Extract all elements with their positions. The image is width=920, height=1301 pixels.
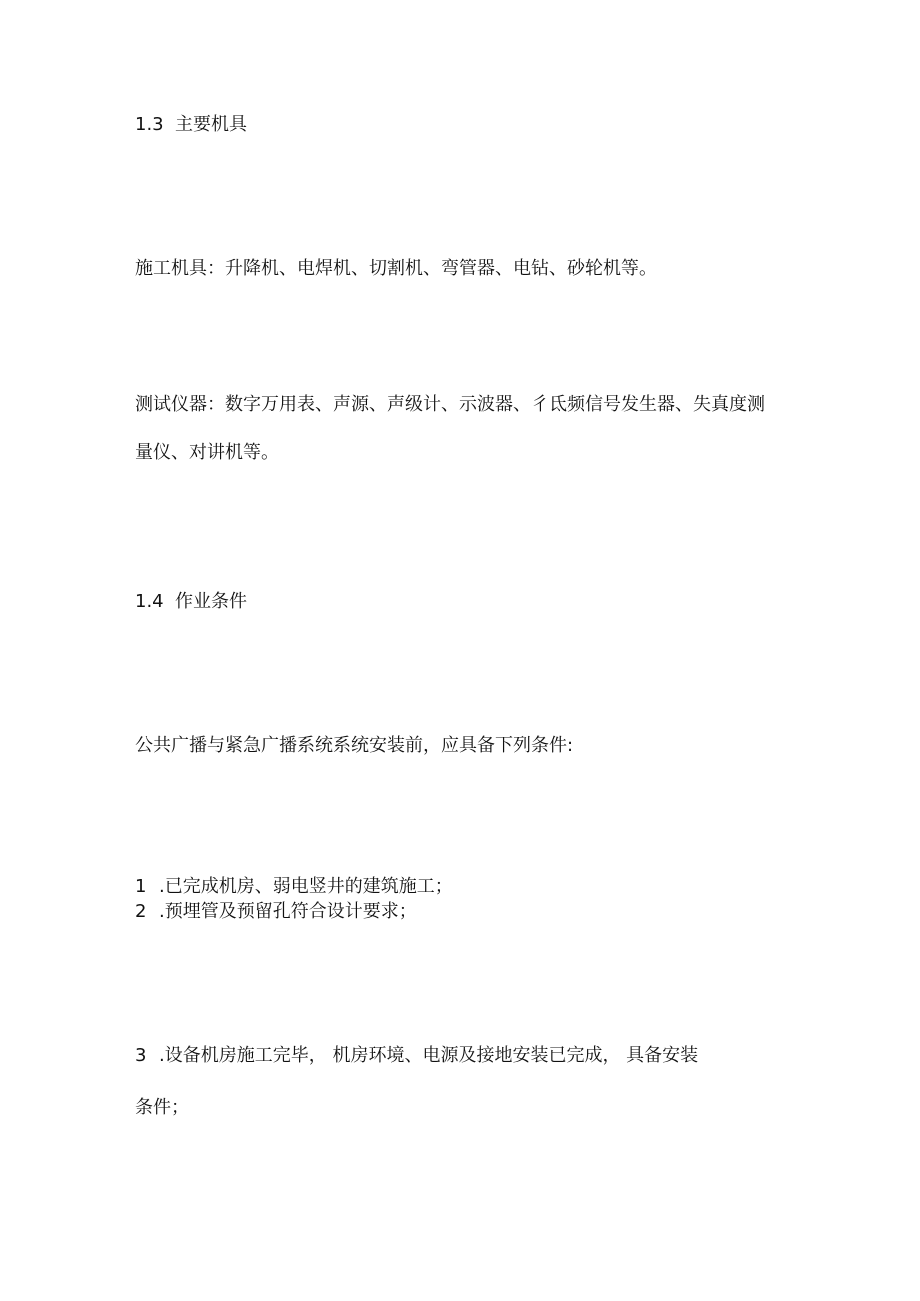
tools-paragraph: 施工机具：升降机、电焊机、切割机、弯管器、电钻、砂轮机等。 [135, 258, 657, 279]
condition-item-3-continued: 条件； [135, 1097, 189, 1118]
section-number: 1.4 [135, 591, 164, 612]
list-item-text: .已完成机房、弱电竖井的建筑施工； [159, 876, 453, 897]
list-item-number: 3 [135, 1045, 147, 1066]
section-number: 1.3 [135, 114, 164, 135]
section-heading-1-3 [135, 114, 247, 136]
list-item-number: 2 [135, 901, 147, 922]
section-heading-1-4 [135, 591, 247, 613]
section-title: 作业条件 [175, 591, 247, 612]
section-title: 主要机具 [175, 114, 247, 135]
condition-item-2 [135, 901, 417, 923]
condition-item-1 [135, 876, 453, 898]
conditions-intro: 公共广播与紧急广播系统系统安装前，应具备下列条件: [135, 735, 574, 756]
list-item-text: .设备机房施工完毕， 机房环境、电源及接地安装已完成， 具备安装 [159, 1045, 699, 1066]
condition-item-3 [135, 1045, 698, 1067]
instruments-paragraph-line-1: 测试仪器：数字万用表、声源、声级计、示波器、彳氐频信号发生器、失真度测 [135, 394, 765, 415]
list-item-number: 1 [135, 876, 147, 897]
instruments-paragraph-line-2: 量仪、对讲机等。 [135, 442, 279, 463]
list-item-text: .预埋管及预留孔符合设计要求； [159, 901, 417, 922]
